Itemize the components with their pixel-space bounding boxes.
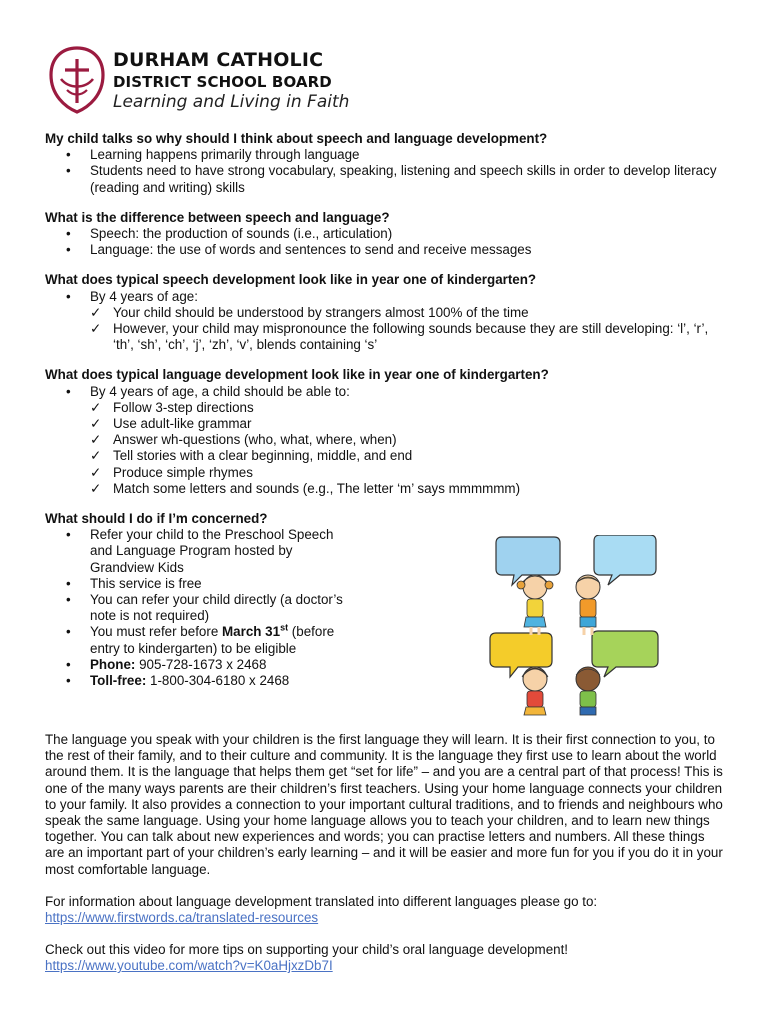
list-item-text: By 4 years of age: [90, 288, 198, 304]
child-figure [576, 575, 600, 635]
check-item-text: Use adult-like grammar [113, 416, 252, 432]
check-item-text: Follow 3-step directions [113, 399, 254, 415]
deadline-date: March 31 [222, 624, 281, 640]
list-item [45, 624, 355, 656]
translated-resources-paragraph [45, 894, 725, 926]
check-list [90, 400, 725, 497]
section-language-development [45, 367, 725, 497]
deadline-text-before: You must refer before [90, 624, 222, 640]
cross-crest-icon [47, 45, 107, 115]
org-name-line2: DISTRICT SCHOOL BOARD [113, 73, 332, 91]
checkmark-icon: ✓ [90, 321, 102, 337]
check-item [90, 448, 725, 464]
checkmark-icon: ✓ [90, 304, 102, 320]
deadline-date-suffix: st [280, 623, 289, 634]
list-item: • Learning happens primarily through language [45, 147, 725, 163]
youtube-video-link[interactable]: https://www.youtube.com/watch?v=K0aHjxzDb7I [45, 958, 333, 974]
check-item-text: Answer wh-questions (who, what, where, when) [113, 432, 397, 448]
bullet-list [45, 147, 725, 196]
checkmark-icon: ✓ [90, 399, 102, 415]
speech-bubble [594, 535, 656, 585]
bullet-list [45, 527, 355, 689]
speech-bubble [592, 631, 658, 677]
check-list [90, 305, 725, 354]
child-figure [576, 667, 600, 715]
list-item: • You can refer your child directly (a doctor’s note is not required) [45, 592, 355, 624]
home-language-paragraph: The language you speak with your children is the first language they will learn. It is their first connection to you, to the rest of their family, and to their culture and community. It is the language they first use to learn about the world around them. It is the language that helps them get “set for life” – and you are a central part of that process! This is one of the many ways parents are their children’s first teachers. Using your home language connects your children to your family. It also provides a connection to your important cultural traditions, and to friends and neighbours who speak the same language. Using your home language allows you to teach your children, and to learn new things together. You can talk about new experiences and words; you can practise letters and numbers. All these things are an important part of your children’s early learning – and it will be easier and more fun for you if you do it in your most comfortable language. [45, 732, 723, 877]
body-text [45, 732, 725, 991]
checkmark-icon: ✓ [90, 416, 102, 432]
list-item [45, 657, 355, 673]
check-item-text: Your child should be understood by strangers almost 100% of the time [113, 304, 529, 320]
list-item [45, 673, 355, 689]
tollfree-label: Toll-free: [90, 673, 147, 689]
checkmark-icon: ✓ [90, 432, 102, 448]
video-paragraph [45, 942, 725, 974]
tollfree-number: 1-800-304-6180 x 2468 [146, 673, 290, 689]
checkmark-icon: ✓ [90, 448, 102, 464]
section-heading-speech: What does typical speech development look like in year one of kindergarten? [45, 272, 537, 288]
translated-text: For information about language development translated into different languages please go to: [45, 893, 598, 909]
check-item [90, 305, 725, 321]
list-item: • This service is free [45, 576, 355, 592]
board-logo [47, 45, 350, 117]
checkmark-icon: ✓ [90, 464, 102, 480]
check-item [90, 465, 725, 481]
bullet-list [45, 289, 725, 354]
phone-number: 905-728-1673 x 2468 [135, 656, 267, 672]
section-heading-concerned: What should I do if I’m concerned? [45, 511, 268, 527]
check-item-text: Match some letters and sounds (e.g., The letter ‘m’ says mmmmmm) [113, 480, 521, 496]
list-item: • Language: the use of words and sentences to send and receive messages [45, 242, 725, 258]
section-why [45, 131, 725, 196]
check-item-text: Tell stories with a clear beginning, middle, and end [113, 448, 413, 464]
check-item [90, 321, 725, 353]
video-text: Check out this video for more tips on supporting your child’s oral language development! [45, 942, 569, 958]
check-item-text: However, your child may mispronounce the following sounds because they are still developing: ‘l’, ‘r’, ‘th’, ‘sh’, ‘ch’, ‘j’, ‘zh’, ‘v’, blends containing ‘s’ [113, 321, 709, 353]
child-figure [517, 575, 553, 635]
deadline-text-after: (before entry to kindergarten) to be eligible [90, 624, 335, 656]
section-heading-language: What does typical language development look like in year one of kindergarten? [45, 367, 549, 383]
org-tagline: Learning and Living in Faith [113, 92, 350, 112]
list-item [45, 384, 725, 497]
check-item [90, 432, 725, 448]
kids-speech-bubbles-illustration [488, 535, 720, 720]
list-item: • Students need to have strong vocabulary, speaking, listening and speech skills in order to develop literacy (reading and writing) skills [45, 163, 725, 195]
list-item [45, 289, 725, 354]
translated-resources-link[interactable]: https://www.firstwords.ca/translated-resources [45, 910, 319, 926]
check-item [90, 481, 725, 497]
section-difference [45, 210, 725, 259]
section-heading-why: My child talks so why should I think about speech and language development? [45, 131, 548, 146]
checkmark-icon: ✓ [90, 480, 102, 496]
check-item [90, 400, 725, 416]
list-item-text: By 4 years of age, a child should be able to: [90, 383, 350, 399]
check-item [90, 416, 725, 432]
list-item: • Speech: the production of sounds (i.e., articulation) [45, 226, 725, 242]
org-name-line1: DURHAM CATHOLIC [113, 49, 324, 71]
phone-label: Phone: [90, 656, 136, 672]
bullet-list [45, 226, 725, 258]
bullet-list [45, 384, 725, 497]
check-item-text: Produce simple rhymes [113, 464, 253, 480]
child-figure [522, 667, 548, 715]
section-heading-difference: What is the difference between speech and language? [45, 209, 390, 225]
list-item: • Refer your child to the Preschool Speech and Language Program hosted by Grandview Kids [45, 527, 355, 576]
section-speech-development [45, 272, 725, 353]
